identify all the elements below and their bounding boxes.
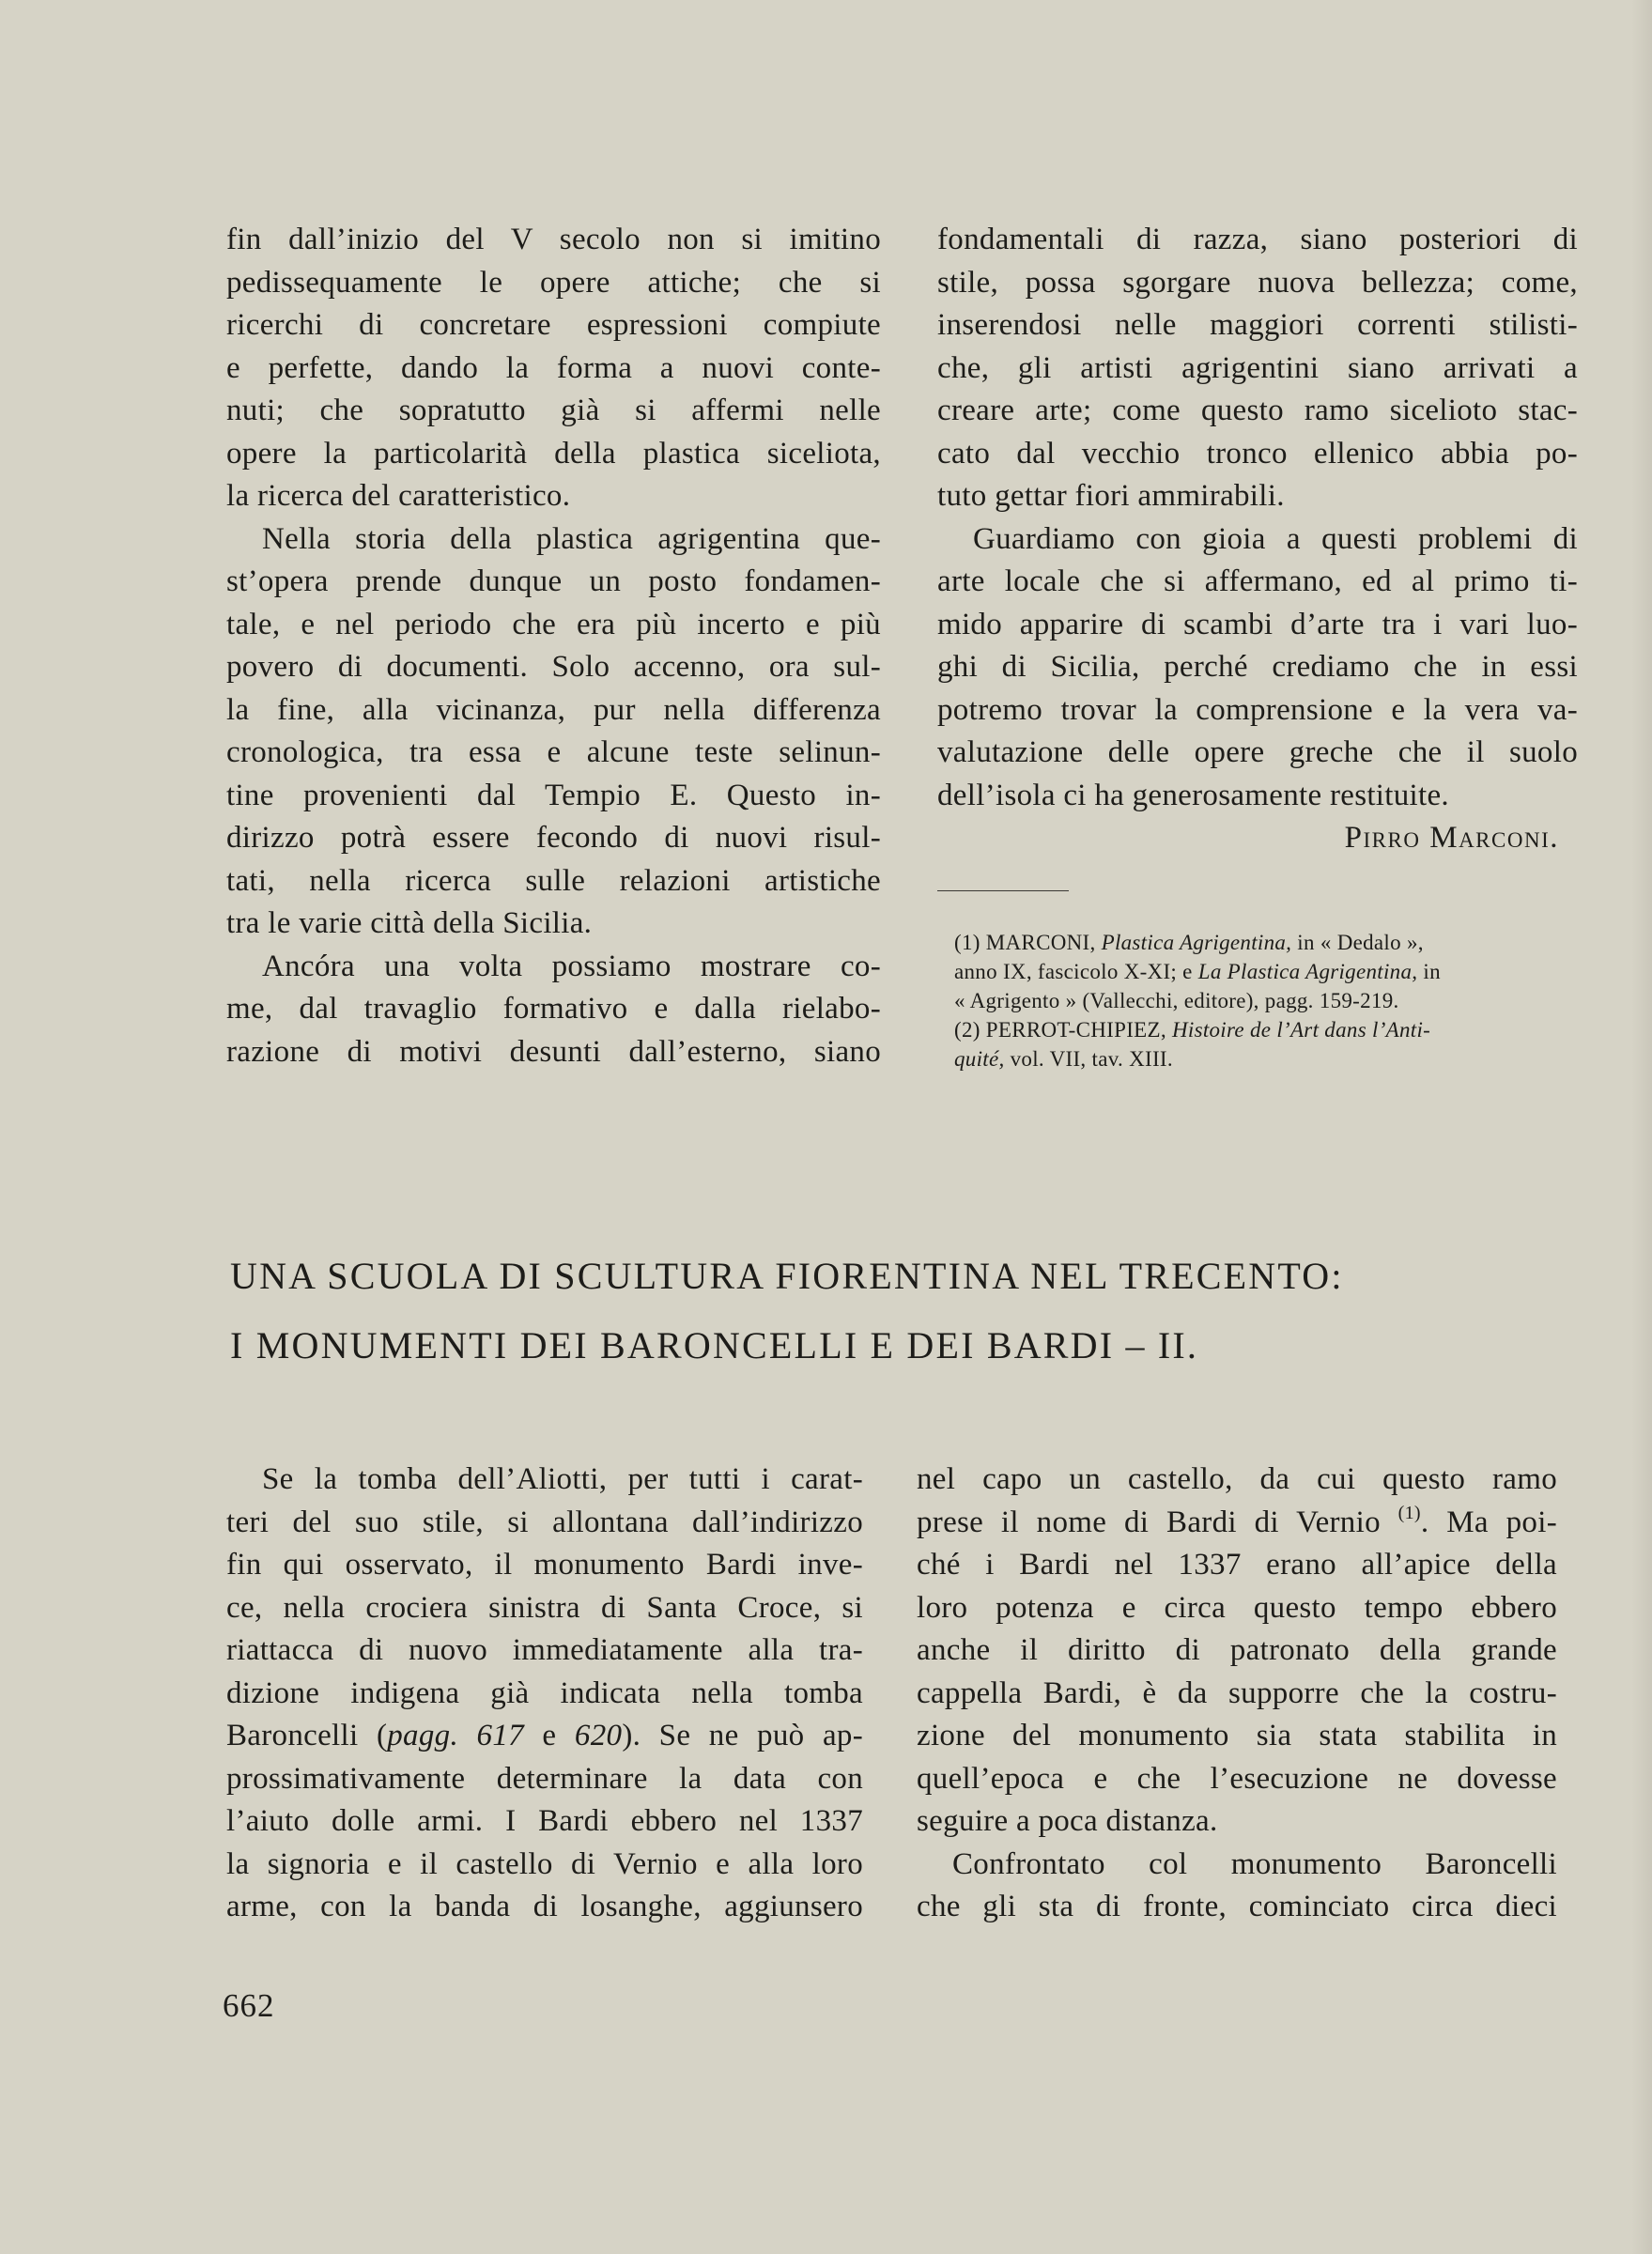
- footnote-2: [954, 1015, 1570, 1044]
- text-line: nuti; che sopratutto già si affermi nelle: [226, 394, 881, 427]
- bottom-right-column: [917, 1459, 1557, 1929]
- section-heading-line-2: I MONUMENTI DEI BARONCELLI E DEI BARDI – II.: [230, 1324, 1199, 1366]
- text-line: Ancóra una volta possiamo mostrare co-: [262, 949, 881, 983]
- footnote-text: anno IX, fascicolo X-XI; e: [954, 960, 1198, 983]
- text-line: dirizzo potrà essere fecondo di nuovi risul-: [226, 821, 881, 855]
- text-line: Se la tomba dell’Aliotti, per tutti i carat-: [262, 1462, 863, 1496]
- text-line: teri del suo stile, si allontana dall’indirizzo: [226, 1505, 863, 1539]
- text-run: . Ma poi-: [1420, 1505, 1557, 1539]
- footnote-italic: Plastica Agrigentina,: [1101, 931, 1292, 954]
- text-line: cappella Bardi, è da supporre che la costru-: [917, 1675, 1557, 1710]
- text-line: me, dal travaglio formativo e dalla rielabo-: [226, 992, 881, 1026]
- footnote-text: in « Dedalo »,: [1291, 931, 1424, 954]
- text-line-with-footnote-ref: [917, 1502, 1557, 1545]
- text-line: creare arte; come questo ramo sicelioto stac-: [937, 394, 1578, 427]
- text-line: st’opera prende dunque un posto fondamen-: [226, 564, 881, 598]
- text-line: la ricerca del caratteristico.: [226, 479, 571, 513]
- text-line: povero di documenti. Solo accenno, ora sul-: [226, 650, 881, 684]
- text-run: e: [523, 1719, 575, 1752]
- footnote-text: (2) PERROT-CHIPIEZ,: [954, 1018, 1172, 1042]
- page-edge-shadow: [1631, 0, 1652, 2254]
- text-line: Guardiamo con gioia a questi problemi di: [973, 521, 1578, 556]
- page-number: 662: [223, 1987, 275, 2024]
- text-line: dell’isola ci ha generosamente restituite.: [937, 778, 1449, 812]
- text-line-with-italics: [226, 1715, 863, 1758]
- footnote-reference: (1): [1397, 1502, 1421, 1523]
- text-line: razione di motivi desunti dall’esterno, siano: [226, 1034, 881, 1069]
- text-line: prossimativamente determinare la data con: [226, 1761, 863, 1796]
- text-line: ghi di Sicilia, perché crediamo che in essi: [937, 650, 1578, 684]
- text-line: stile, possa sgorgare nuova bellezza; come,: [937, 265, 1578, 300]
- footnote-italic: quité,: [954, 1047, 1005, 1071]
- text-run: prese il nome di Bardi di Vernio: [917, 1505, 1398, 1539]
- text-line: dizione indigena già indicata nella tomba: [226, 1675, 863, 1710]
- text-line: opere la particolarità della plastica siceliota,: [226, 436, 881, 471]
- text-line: inserendosi nelle maggiori correnti stilisti-: [937, 308, 1578, 342]
- section-heading-line-1: UNA SCUOLA DI SCULTURA FIORENTINA NEL TRECENTO:: [230, 1255, 1344, 1297]
- bottom-left-column: [226, 1459, 863, 1929]
- text-line: che gli sta di fronte, cominciato circa dieci: [917, 1890, 1557, 1923]
- text-line: loro potenza e circa questo tempo ebbero: [917, 1590, 1557, 1625]
- text-line: cato dal vecchio tronco ellenico abbia po-: [937, 436, 1578, 471]
- text-run: Baroncelli (: [226, 1719, 388, 1752]
- text-line: quell’epoca e che l’esecuzione ne dovesse: [917, 1761, 1557, 1796]
- text-line: anche il diritto di patronato della grande: [917, 1633, 1557, 1667]
- text-line: fin qui osservato, il monumento Bardi inve-: [226, 1548, 863, 1582]
- text-line: la fine, alla vicinanza, pur nella differenza: [226, 692, 881, 727]
- footnote-italic: Histoire de l’Art dans l’Anti-: [1171, 1018, 1431, 1042]
- text-line: nel capo un castello, da cui questo ramo: [917, 1462, 1557, 1496]
- text-run: ). Se ne può ap-: [622, 1719, 863, 1752]
- footnote-text: in: [1417, 960, 1441, 983]
- text-line: l’aiuto dolle armi. I Bardi ebbero nel 1337: [226, 1804, 863, 1838]
- footnote-text: (1) MARCONI,: [954, 931, 1102, 954]
- text-line: cronologica, tra essa e alcune teste selinun-: [226, 735, 881, 769]
- footnotes: [954, 928, 1570, 1073]
- text-line: Confrontato col monumento Baroncelli: [952, 1846, 1557, 1881]
- text-line: riattacca di nuovo immediatamente alla tra-: [226, 1633, 863, 1667]
- text-line: seguire a poca distanza.: [917, 1804, 1218, 1838]
- text-line: mido apparire di scambi d’arte tra i vari luo-: [937, 607, 1578, 641]
- text-line: zione del monumento sia stata stabilita in: [917, 1719, 1557, 1752]
- footnote-2-cont: [954, 1044, 1570, 1073]
- text-line: la signoria e il castello di Vernio e alla loro: [226, 1846, 863, 1881]
- text-line: arte locale che si affermano, ed al primo ti-: [937, 564, 1578, 598]
- text-line: Nella storia della plastica agrigentina que-: [262, 521, 881, 556]
- text-line: tine provenienti dal Tempio E. Questo in-: [226, 778, 881, 812]
- text-line: fondamentali di razza, siano posteriori di: [937, 223, 1578, 256]
- text-line: che, gli artisti agrigentini siano arrivati a: [937, 350, 1578, 385]
- footnote-italic: La Plastica Agrigentina,: [1197, 960, 1418, 983]
- italic-run: pagg. 617: [387, 1719, 524, 1752]
- text-line: fin dall’inizio del V secolo non si imitino: [226, 223, 881, 256]
- text-line: potremo trovar la comprensione e la vera va-: [937, 692, 1578, 727]
- text-line: tati, nella ricerca sulle relazioni artistiche: [226, 863, 881, 898]
- text-line: pedissequamente le opere attiche; che si: [226, 265, 881, 300]
- footnote-1-cont: [954, 957, 1570, 986]
- italic-run: 620: [574, 1719, 623, 1752]
- text-line: valutazione delle opere greche che il suolo: [937, 735, 1578, 769]
- top-left-column: [226, 219, 881, 1073]
- text-line: e perfette, dando la forma a nuovi conte-: [226, 350, 881, 385]
- text-line: tra le varie città della Sicilia.: [226, 906, 593, 940]
- text-line: tale, e nel periodo che era più incerto e più: [226, 607, 881, 641]
- author-signature: Pirro Marconi.: [1344, 821, 1559, 855]
- text-line: tuto gettar fiori ammirabili.: [937, 479, 1285, 513]
- text-line: ché i Bardi nel 1337 erano all’apice della: [917, 1548, 1557, 1582]
- text-line: arme, con la banda di losanghe, aggiunsero: [226, 1890, 863, 1923]
- text-line: ce, nella crociera sinistra di Santa Croce, si: [226, 1590, 863, 1625]
- footnote-1: [954, 928, 1570, 957]
- text-line: ricerchi di concretare espressioni compiute: [226, 308, 881, 342]
- top-right-column: [937, 219, 1578, 860]
- footnote-text: vol. VII, tav. XIII.: [1004, 1047, 1173, 1071]
- footnote-divider: [937, 890, 1069, 891]
- footnote-1-cont: « Agrigento » (Vallecchi, editore), pagg. 159-219.: [954, 989, 1399, 1012]
